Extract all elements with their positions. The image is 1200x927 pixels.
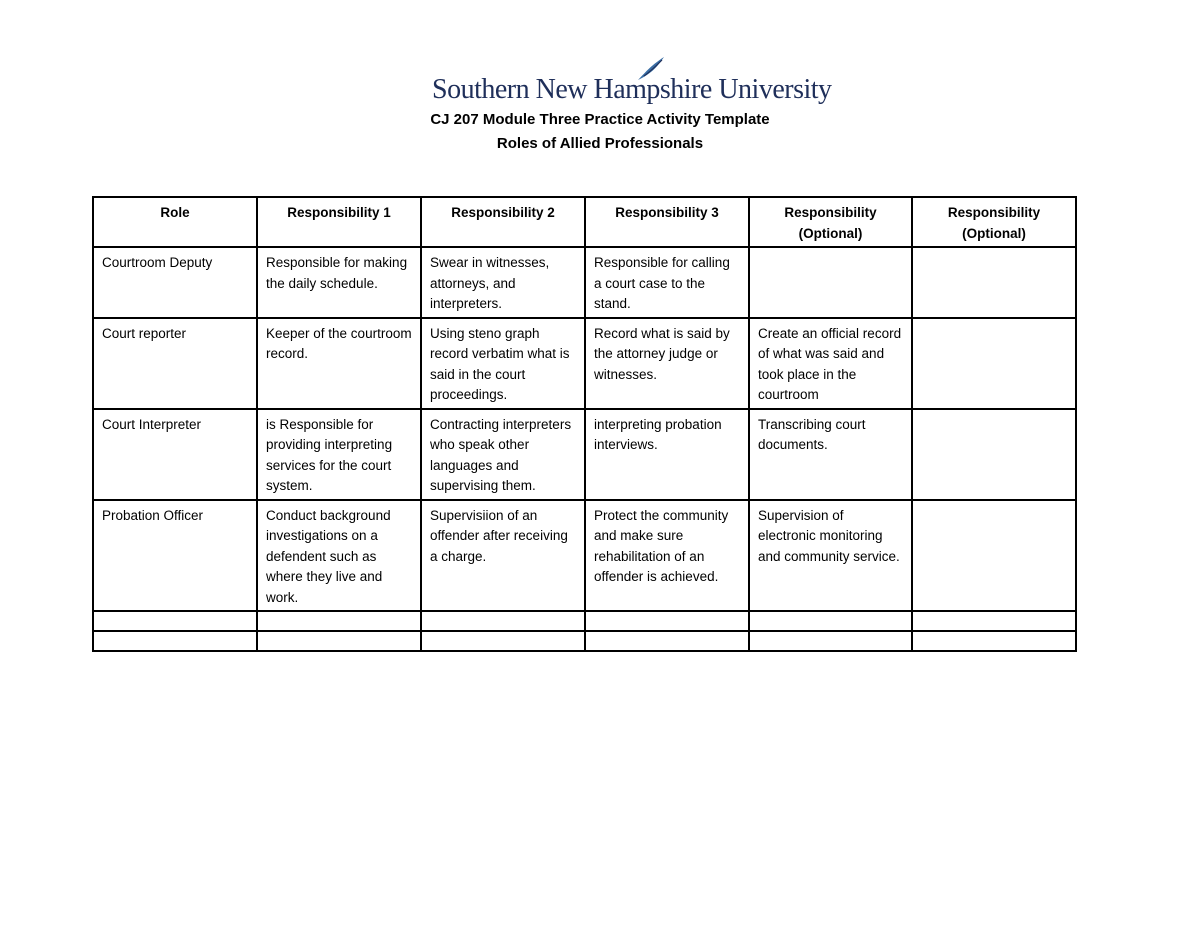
empty-cell — [257, 631, 421, 651]
table-cell: Transcribing court documents. — [749, 409, 912, 500]
table-cell: Contracting interpreters who speak other languages and supervising them. — [421, 409, 585, 500]
table-cell: Supervisiion of an offender after receiving a charge. — [421, 500, 585, 612]
table-cell — [912, 409, 1076, 500]
column-header-responsibility-1: Responsibility 1 — [257, 197, 421, 247]
role-cell: Probation Officer — [93, 500, 257, 612]
table-cell — [912, 500, 1076, 612]
empty-cell — [912, 611, 1076, 631]
table-cell: Record what is said by the attorney judge or witnesses. — [585, 318, 749, 409]
empty-cell — [585, 611, 749, 631]
university-logo — [432, 56, 832, 108]
table-cell: is Responsible for providing interpreting services for the court system. — [257, 409, 421, 500]
empty-cell — [749, 611, 912, 631]
empty-cell — [749, 631, 912, 651]
table-cell — [912, 247, 1076, 318]
role-cell: Courtroom Deputy — [93, 247, 257, 318]
table-cell: Using steno graph record verbatim what is said in the court proceedings. — [421, 318, 585, 409]
table-cell: Conduct background investigations on a defendent such as where they live and work. — [257, 500, 421, 612]
empty-table-row — [93, 611, 1076, 631]
role-cell: Court reporter — [93, 318, 257, 409]
table-cell: Swear in witnesses, attorneys, and interpreters. — [421, 247, 585, 318]
page-title: CJ 207 Module Three Practice Activity Template — [430, 111, 770, 128]
empty-cell — [257, 611, 421, 631]
column-header-responsibility-3: Responsibility 3 — [585, 197, 749, 247]
empty-cell — [421, 611, 585, 631]
table-row — [93, 247, 1076, 318]
empty-cell — [93, 631, 257, 651]
role-cell: Court Interpreter — [93, 409, 257, 500]
empty-cell — [585, 631, 749, 651]
page-subtitle: Roles of Allied Professionals — [496, 135, 704, 152]
table-cell — [749, 247, 912, 318]
logo-text: Southern New Hampshire University — [432, 74, 832, 105]
column-header-responsibility-optional-2: Responsibility (Optional) — [912, 197, 1076, 247]
table-row — [93, 500, 1076, 612]
empty-cell — [912, 631, 1076, 651]
empty-cell — [93, 611, 257, 631]
roles-table — [92, 196, 1077, 652]
column-header-responsibility-optional-1: Responsibility (Optional) — [749, 197, 912, 247]
empty-cell — [421, 631, 585, 651]
table-cell — [912, 318, 1076, 409]
empty-table-row — [93, 631, 1076, 651]
table-cell: Supervision of electronic monitoring and community service. — [749, 500, 912, 612]
column-header-role: Role — [93, 197, 257, 247]
table-cell: Keeper of the courtroom record. — [257, 318, 421, 409]
table-cell: interpreting probation interviews. — [585, 409, 749, 500]
table-cell: Responsible for making the daily schedule. — [257, 247, 421, 318]
table-cell: Protect the community and make sure rehabilitation of an offender is achieved. — [585, 500, 749, 612]
table-header-row — [93, 197, 1076, 247]
column-header-responsibility-2: Responsibility 2 — [421, 197, 585, 247]
table-cell: Responsible for calling a court case to the stand. — [585, 247, 749, 318]
table-cell: Create an official record of what was said and took place in the courtroom — [749, 318, 912, 409]
table-row — [93, 409, 1076, 500]
table-row — [93, 318, 1076, 409]
